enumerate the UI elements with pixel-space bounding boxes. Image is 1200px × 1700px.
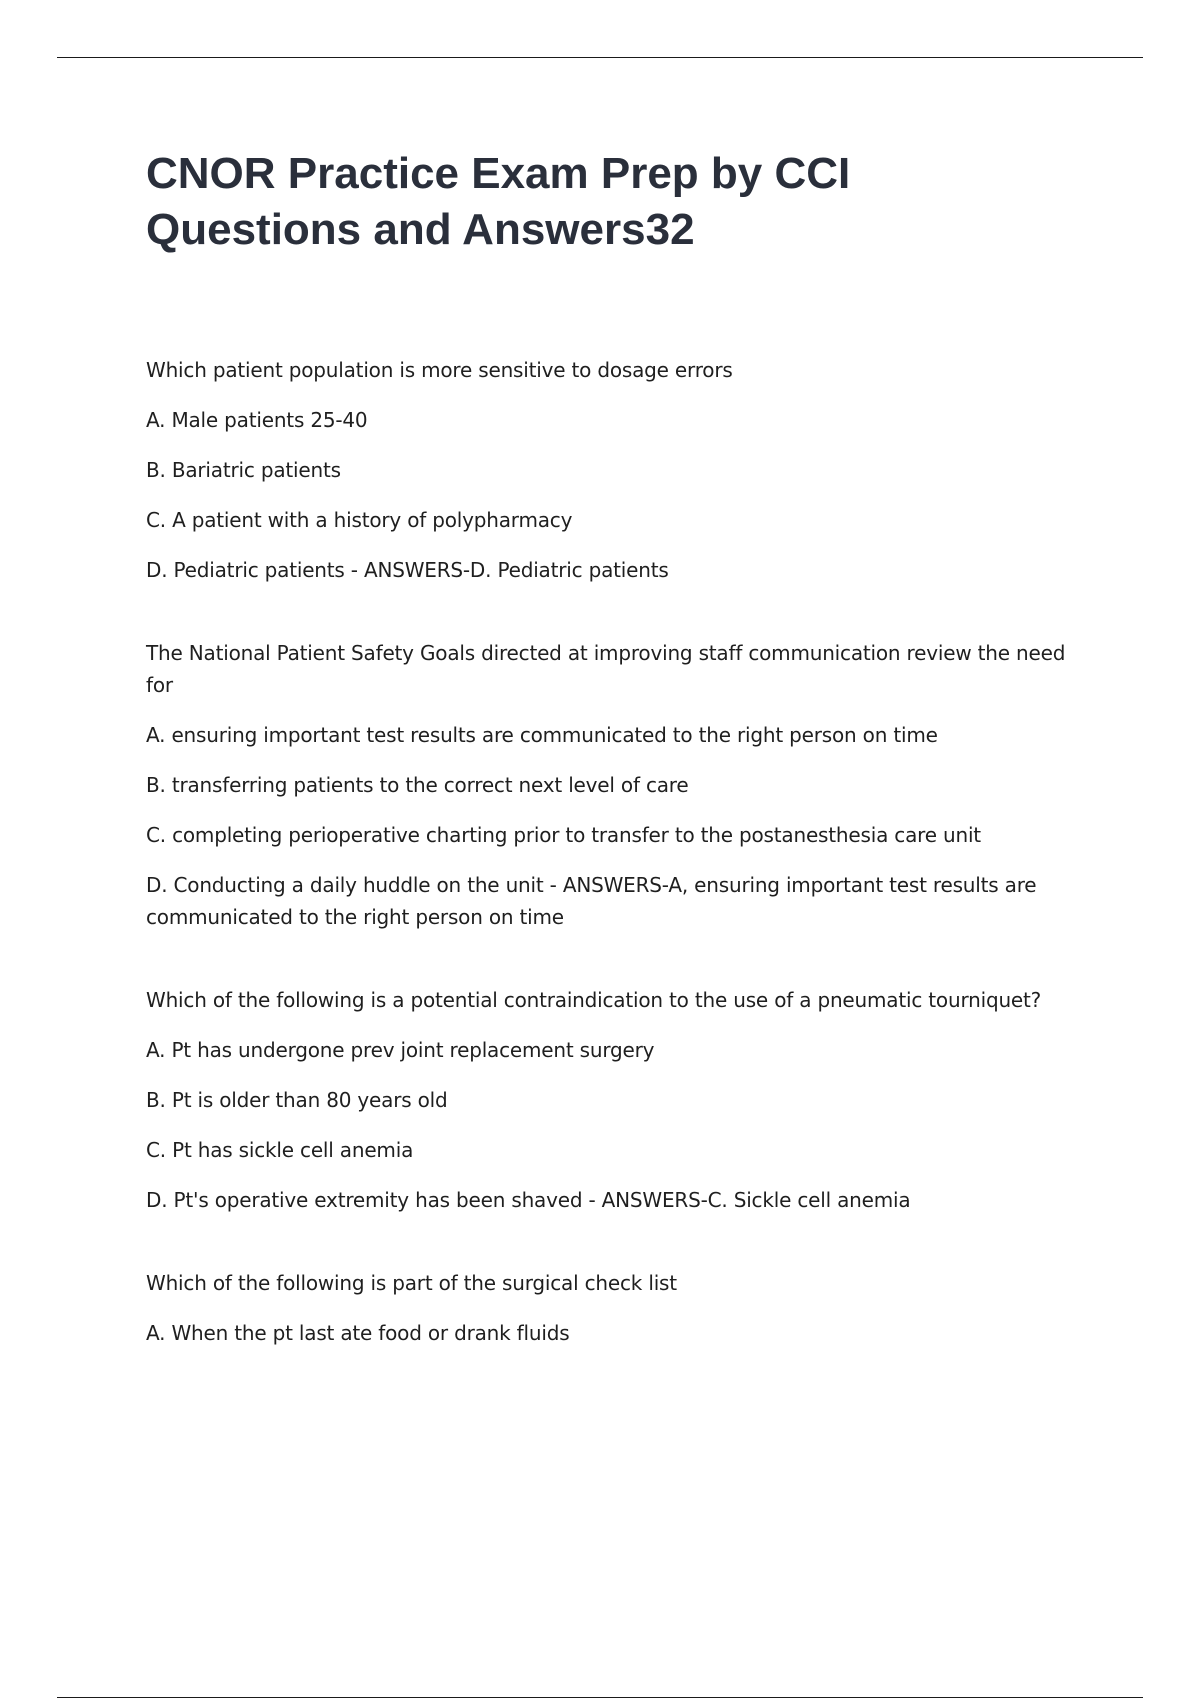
title-line-1: CNOR Practice Exam Prep by CCI (146, 149, 851, 198)
answer-option-a: A. ensuring important test results are communicated to the right person on time (146, 723, 938, 747)
question-text: Which of the following is a potential contraindication to the use of a pneumatic tourniquet? (146, 988, 1042, 1012)
answer-option-d: D. Pediatric patients - ANSWERS-D. Pediatric patients (146, 558, 669, 582)
answer-option-a: A. When the pt last ate food or drank fluids (146, 1321, 570, 1345)
answer-option-a: A. Pt has undergone prev joint replacement surgery (146, 1038, 655, 1062)
bottom-rule (57, 1697, 1143, 1698)
question-text: Which of the following is part of the surgical check list (146, 1271, 677, 1295)
answer-option-c: C. Pt has sickle cell anemia (146, 1138, 414, 1162)
question-list (146, 354, 1086, 1400)
title-line-2: Questions and Answers32 (146, 205, 695, 254)
document-title (146, 146, 1086, 258)
answer-option-b: B. Pt is older than 80 years old (146, 1088, 448, 1112)
answer-option-c: C. A patient with a history of polypharmacy (146, 508, 573, 532)
question-text: Which patient population is more sensitive to dosage errors (146, 358, 733, 382)
question-block-3 (146, 984, 1086, 1216)
question-block-4 (146, 1267, 1086, 1349)
answer-option-c: C. completing perioperative charting prior to transfer to the postanesthesia care unit (146, 823, 981, 847)
question-text: The National Patient Safety Goals directed at improving staff communication review the need for (146, 641, 1066, 697)
answer-option-a: A. Male patients 25-40 (146, 408, 368, 432)
top-rule (57, 57, 1143, 58)
question-block-1 (146, 354, 1086, 586)
answer-option-b: B. transferring patients to the correct next level of care (146, 773, 689, 797)
answer-option-d: D. Conducting a daily huddle on the unit - ANSWERS-A, ensuring important test results are communicated to the right person on time (146, 873, 1037, 929)
question-block-2 (146, 637, 1086, 933)
answer-option-d: D. Pt's operative extremity has been shaved - ANSWERS-C. Sickle cell anemia (146, 1188, 911, 1212)
answer-option-b: B. Bariatric patients (146, 458, 341, 482)
